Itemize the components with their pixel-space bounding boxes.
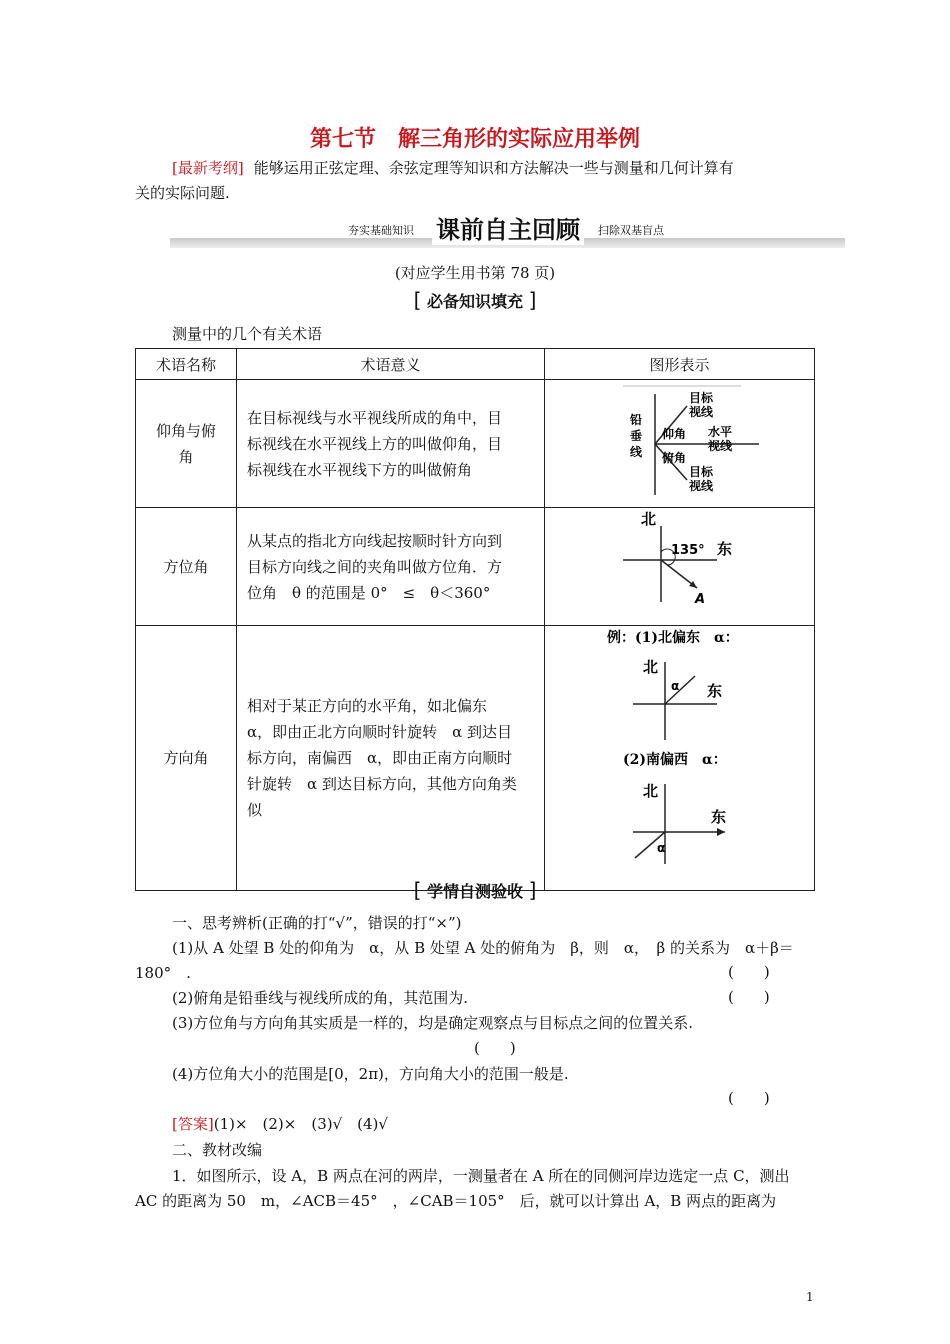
elevation-diagram (545, 380, 814, 503)
label-point-a: A (695, 592, 706, 607)
bearing-diagram (545, 508, 814, 621)
exam-outline-line1 (172, 156, 734, 181)
label-east: 东 (717, 540, 733, 558)
q2-answer-blank: ( ) (728, 988, 770, 1006)
term-name-direction: 方向角 (136, 626, 237, 891)
ex1-east: 东 (707, 682, 723, 700)
page-title: 第七节 解三角形的实际应用举例 (309, 127, 640, 152)
answer-values: (1)× (2)× (3)√ (4)√ (213, 1115, 388, 1133)
example-1-label: 例：(1)北偏东 α： (607, 630, 739, 646)
label-target-top-2: 视线 (689, 405, 714, 419)
term-meaning-bearing: 从某点的指北方向线起按顺时针方向到 目标方向线之间的夹角叫做方位角．方 位角 θ 的范围是 0° ≤ θ＜360° (237, 508, 545, 626)
page-reference: (对应学生用书第 78 页) (394, 264, 556, 282)
q4: (4)方位角大小的范围是[0，2π)，方向角大小的范围一般是. (172, 1065, 569, 1083)
table-header-row (136, 349, 815, 380)
label-plumb-3: 线 (630, 445, 643, 459)
part1-heading: 一、思考辨析(正确的打“√”，错误的打“×”) (172, 914, 462, 932)
example-2-label: (2)南偏西 α： (623, 752, 727, 768)
exam-outline-text-1: 能够运用正弦定理、余弦定理等知识和方法解决一些与测量和几何计算有 (253, 159, 734, 177)
figure-direction (545, 626, 815, 891)
label-target-bottom-1: 目标 (689, 465, 714, 479)
section-heading-knowledge: [ 必备知识填充 ] (413, 288, 537, 312)
part2-q1-line1: 1．如图所示，设 A，B 两点在河的两岸，一测量者在 A 所在的同侧河岸边选定一点 C，测出 (172, 1167, 790, 1185)
label-depression: 俯角 (662, 451, 687, 465)
figure-elevation (545, 380, 815, 508)
table-row (136, 508, 815, 626)
q1-line1: (1)从 A 处望 B 处的仰角为 α，从 B 处望 A 处的俯角为 β，则 α， β 的关系为 α＋β＝ (172, 939, 794, 957)
section-heading-selftest: [ 学情自测验收 ] (413, 878, 537, 902)
answer-line (172, 1112, 388, 1137)
section-banner (170, 210, 845, 250)
label-elevation: 仰角 (662, 427, 687, 441)
label-angle-135: 135° (671, 543, 705, 558)
exam-outline-line2: 关的实际问题. (135, 184, 230, 202)
answer-tag: [答案] (172, 1115, 214, 1133)
label-target-top-1: 目标 (689, 391, 714, 405)
part2-q1-line2: AC 的距离为 50 m，∠ACB＝45° ，∠CAB＝105° 后，就可以计算出 A，B 两点的距离为 (135, 1192, 777, 1210)
direction-diagram (545, 626, 814, 886)
q2: (2)俯角是铅垂线与视线所成的角，其范围为. (172, 989, 469, 1007)
header-term-meaning: 术语意义 (237, 349, 545, 380)
label-plumb-2: 垂 (630, 429, 643, 443)
label-north: 北 (641, 510, 657, 528)
exam-outline-tag: [最新考纲] (172, 159, 244, 177)
header-term-name: 术语名称 (136, 349, 237, 380)
term-name-bearing: 方位角 (136, 508, 237, 626)
ex1-alpha: α (671, 679, 680, 693)
q1-line2: 180° . (135, 964, 191, 982)
banner-main-text: 课前自主回顾 (432, 210, 584, 245)
header-figure: 图形表示 (545, 349, 815, 380)
q1-answer-blank: ( ) (728, 963, 770, 981)
q4-answer-blank: ( ) (728, 1089, 770, 1107)
banner-right-text: 扫除双基盲点 (598, 224, 664, 237)
ex2-north: 北 (643, 782, 659, 800)
table-row (136, 380, 815, 508)
q3-answer-blank: ( ) (474, 1039, 516, 1057)
part2-heading: 二、教材改编 (172, 1141, 263, 1159)
page-number: 1 (806, 1290, 814, 1304)
label-horizontal-2: 视线 (708, 439, 733, 453)
ex2-east: 东 (711, 808, 727, 826)
term-name-elevation: 仰角与俯 角 (136, 380, 237, 508)
ex1-north: 北 (643, 658, 659, 676)
q3: (3)方位角与方向角其实质是一样的，均是确定观察点与目标点之间的位置关系. (172, 1014, 694, 1032)
label-horizontal-1: 水平 (708, 425, 733, 439)
label-plumb-1: 铅 (630, 413, 643, 427)
term-meaning-direction: 相对于某正方向的水平角，如北偏东 α，即由正北方向顺时针旋转 α 到达目 标方向，南偏西 α，即由正南方向顺时 针旋转 α 到达目标方向，其他方向角类 似 (237, 626, 545, 891)
terms-table (135, 348, 815, 891)
banner-left-text: 夯实基础知识 (348, 224, 414, 237)
table-intro: 测量中的几个有关术语 (172, 325, 323, 343)
term-meaning-elevation: 在目标视线与水平视线所成的角中，目 标视线在水平视线上方的叫做仰角，目 标视线在水平视线下方的叫做俯角 (237, 380, 545, 508)
label-target-bottom-2: 视线 (689, 479, 714, 493)
ex2-alpha: α (657, 841, 666, 855)
figure-bearing (545, 508, 815, 626)
table-row (136, 626, 815, 891)
